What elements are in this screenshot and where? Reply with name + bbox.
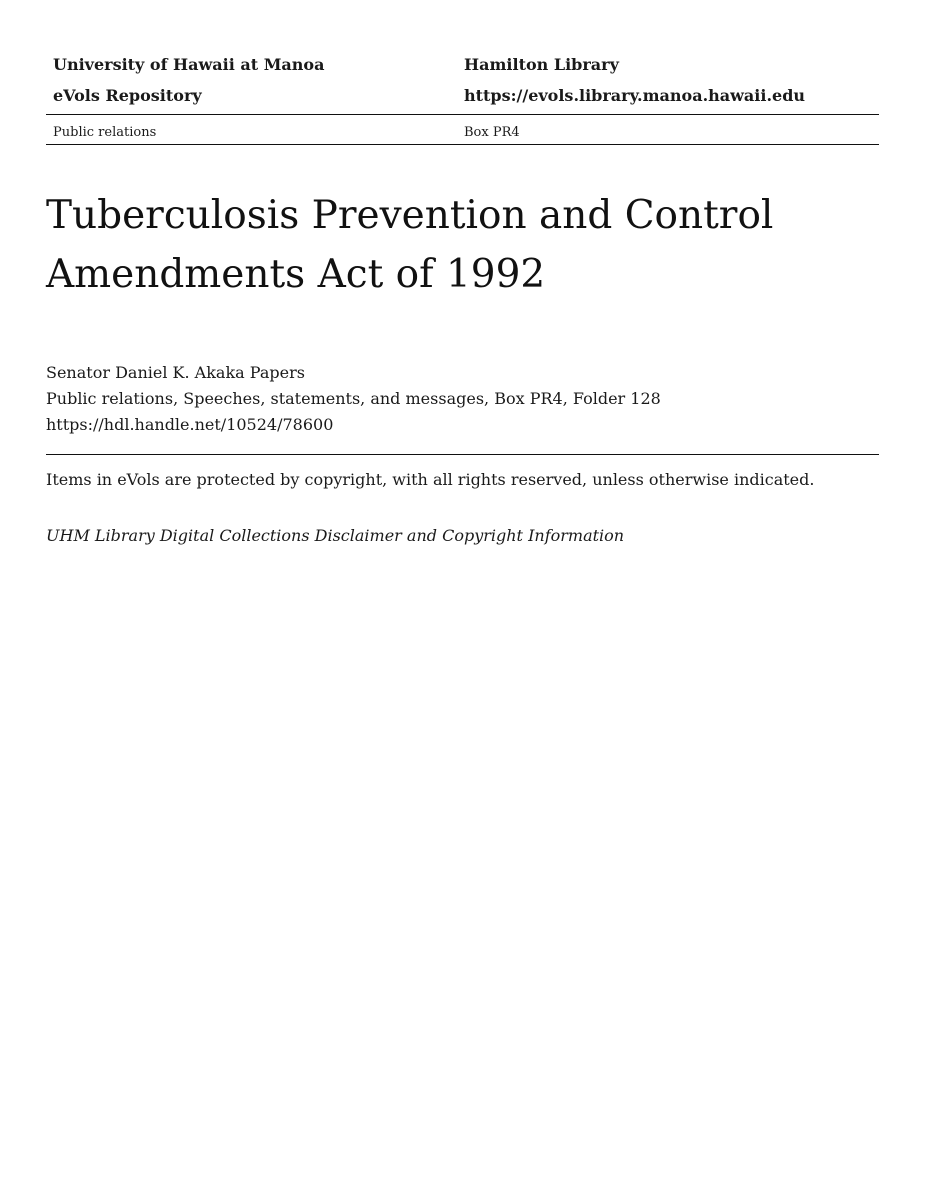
repository-name: eVols Repository (53, 86, 202, 105)
library-name: Hamilton Library (464, 55, 619, 74)
box-label: Box PR4 (464, 125, 520, 140)
copyright-notice: Items in eVols are protected by copyright, with all rights reserved, unless otherwise indicated. (46, 470, 815, 489)
handle-link[interactable]: https://hdl.handle.net/10524/78600 (46, 415, 334, 434)
header-row-3 (46, 115, 879, 144)
collection-name: Senator Daniel K. Akaka Papers (46, 363, 305, 382)
document-title (46, 186, 879, 304)
disclaimer-link[interactable]: UHM Library Digital Collections Disclaimer and Copyright Information (46, 526, 625, 545)
metadata-divider (46, 454, 879, 455)
title-line-1: Tuberculosis Prevention and Control (46, 193, 774, 238)
title-line-2: Amendments Act of 1992 (46, 252, 546, 297)
institution-name: University of Hawaii at Manoa (53, 55, 325, 74)
repository-url[interactable]: https://evols.library.manoa.hawaii.edu (464, 86, 806, 105)
header-table (46, 52, 879, 145)
header-divider-bottom (46, 144, 879, 145)
folder-location: Public relations, Speeches, statements, and messages, Box PR4, Folder 128 (46, 389, 661, 408)
series-name: Public relations (53, 125, 157, 140)
document-metadata (46, 360, 661, 438)
header-row-2 (46, 83, 879, 114)
header-row-1 (46, 52, 879, 83)
